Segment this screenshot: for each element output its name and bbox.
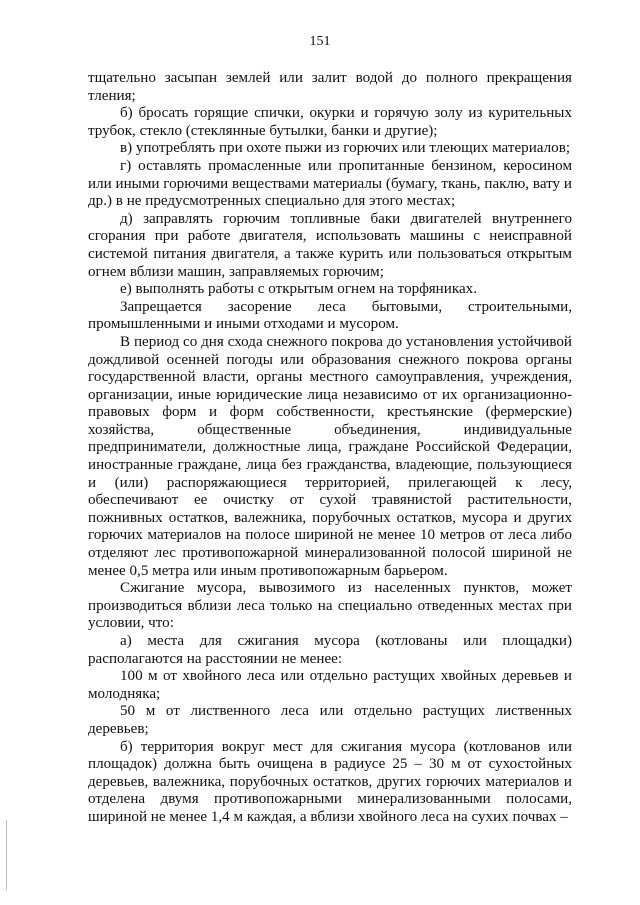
paragraph: в) употреблять при охоте пыжи из горючих или тлеющих материалов; — [120, 140, 571, 157]
paragraph: г) оставлять промасленные или пропитанные бензином, керосином или иными горючими веществами материалы (бумагу, ткань, паклю, вату и др.) в не предусмотренных специально для этого местах; — [88, 157, 572, 210]
document-body — [88, 70, 572, 827]
paragraph: 50 м от лиственного леса или отдельно растущих лиственных деревьев; — [88, 703, 572, 737]
paragraph: Сжигание мусора, вывозимого из населенных пунктов, может производиться вблизи леса только на специально отведенных местах при условии, что: — [88, 580, 572, 632]
paragraph: б) территория вокруг мест для сжигания мусора (котлованов или площадок) должна быть очищена в радиусе 25 – 30 м от сухостойных деревьев, валежника, порубочных остатков, других горючих материалов и отделена двумя противопожарными минерализованными полосами, шириной не менее 1,4 м каждая, а вблизи хвойного леса на сухих почвах – — [88, 738, 572, 825]
paragraph: е) выполнять работы с открытым огнем на торфяниках. — [120, 281, 477, 298]
paragraph: б) бросать горящие спички, окурки и горячую золу из курительных трубок, стекло (стеклянные бутылки, банки и другие); — [88, 105, 572, 139]
paragraph: д) заправлять горючим топливные баки двигателей внутреннего сгорания при работе двигателя, использовать машины с неисправной системой питания двигателя, а также курить или пользоваться открытым огнем вблизи машин, заправляемых горючим; — [88, 210, 572, 280]
paragraph: а) места для сжигания мусора (котлованы или площадки) располагаются на расстоянии не менее: — [88, 633, 572, 667]
page-number: 151 — [309, 34, 331, 49]
paragraph: В период со дня схода снежного покрова до установления устойчивой дождливой осенней погоды или образования снежного покрова органы государственной власти, органы местного самоуправления, учреждения, организации, иные юридические лица независимо от их организационно-правовых форм и форм собственности, крестьянские (фермерские) хозяйства, общественные объединения, индивидуальные предприниматели, должностные лица, граждане Российской Федерации, иностранные граждане, лица без гражданства, владеющие, пользующиеся и (или) распоряжающиеся территорией, прилегающей к лесу, обеспечивают ее очистку от сухой травянистой растительности, пожнивных остатков, валежника, порубочных остатков, мусора и других горючих материалов на полосе шириной не менее 10 метров от леса либо отделяют лес противопожарной минерализованной полосой шириной не менее 0,5 метра или иным противопожарным барьером. — [88, 333, 572, 579]
scan-margin-mark — [6, 820, 7, 890]
paragraph: Запрещается засорение леса бытовыми, строительными, промышленными и иными отходами и мусором. — [88, 298, 572, 333]
paragraph: 100 м от хвойного леса или отдельно растущих хвойных деревьев и молодняка; — [88, 668, 572, 702]
paragraph: тщательно засыпан землей или залит водой до полного прекращения тления; — [88, 70, 572, 104]
